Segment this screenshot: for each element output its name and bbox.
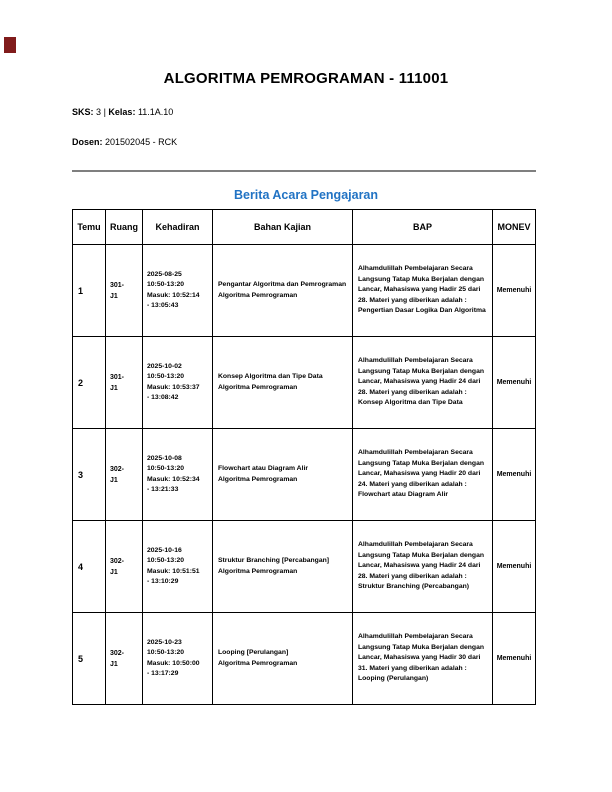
sks-label: SKS:: [72, 107, 94, 117]
section-title: Berita Acara Pengajaran: [233, 188, 379, 202]
bahan-kajian-cell: [213, 521, 353, 613]
kehadiran-schedule: 10:50-13:20: [147, 465, 185, 472]
bap-cell: Alhamdulillah Pembelajaran Secara Langsung Tatap Muka Berjalan dengan Lancar, Mahasiswa yang Hadir 24 dari 28. Materi yang diberikan adalah : Struktur Branching (Percabangan): [353, 521, 493, 613]
header-bahan-kajian: Bahan Kajian: [213, 210, 353, 245]
bahan-kajian-topic: Struktur Branching [Percabangan]: [218, 557, 330, 564]
ruang-line: J1: [110, 384, 118, 392]
bahan-kajian-topic: Pengantar Algoritma dan Pemrograman: [218, 281, 347, 288]
ruang-cell: [106, 429, 143, 521]
ruang-line: 301-: [110, 281, 125, 289]
kehadiran-date: 2025-08-25: [147, 270, 182, 278]
page-marker-icon: [4, 37, 16, 53]
ruang-cell: [106, 337, 143, 429]
bahan-kajian-course: Algoritma Pemrograman: [218, 659, 298, 667]
kehadiran-cell: [143, 429, 213, 521]
bahan-kajian-course: Algoritma Pemrograman: [218, 475, 298, 483]
ruang-line: J1: [110, 476, 118, 484]
ruang-line: 301-: [110, 373, 125, 381]
table-row: [73, 429, 536, 521]
temu-cell: 1: [73, 245, 106, 337]
ruang-cell: [106, 521, 143, 613]
bahan-kajian-topic: Flowchart atau Diagram Alir: [218, 465, 309, 472]
table-row: [73, 245, 536, 337]
kehadiran-keluar: - 13:21:33: [147, 486, 179, 493]
table-row: [73, 613, 536, 705]
monev-cell: Memenuhi: [493, 613, 536, 705]
temu-cell: 2: [73, 337, 106, 429]
bahan-kajian-cell: [213, 245, 353, 337]
header-monev: MONEV: [493, 210, 536, 245]
kehadiran-schedule: 10:50-13:20: [147, 557, 185, 564]
course-meta-line: [72, 107, 173, 117]
kehadiran-schedule: 10:50-13:20: [147, 373, 185, 380]
ruang-line: J1: [110, 568, 118, 576]
ruang-line: J1: [110, 660, 118, 668]
kelas-value: 11.1A.10: [137, 107, 174, 117]
kehadiran-schedule: 10:50-13:20: [147, 281, 185, 288]
header-kehadiran: Kehadiran: [143, 210, 213, 245]
header-ruang: Ruang: [106, 210, 143, 245]
bahan-kajian-topic: Konsep Algoritma dan Tipe Data: [218, 373, 323, 380]
header-temu: Temu: [73, 210, 106, 245]
ruang-line: 302-: [110, 557, 125, 565]
sks-value: 3: [96, 107, 102, 117]
kehadiran-schedule: 10:50-13:20: [147, 649, 185, 656]
kehadiran-date: 2025-10-02: [147, 362, 182, 370]
bahan-kajian-course: Algoritma Pemrograman: [218, 567, 298, 575]
table-header-row: [73, 210, 536, 245]
kehadiran-cell: [143, 521, 213, 613]
kehadiran-keluar: - 13:10:29: [147, 578, 179, 585]
temu-cell: 4: [73, 521, 106, 613]
bahan-kajian-course: Algoritma Pemrograman: [218, 383, 298, 391]
bap-cell: Alhamdulillah Pembelajaran Secara Langsung Tatap Muka Berjalan dengan Lancar, Mahasiswa yang Hadir 24 dari 28. Materi yang diberikan adalah : Konsep Algoritma dan Tipe Data: [353, 337, 493, 429]
bahan-kajian-cell: [213, 613, 353, 705]
ruang-line: 302-: [110, 649, 125, 657]
page-title: ALGORITMA PEMROGRAMAN - 111001: [163, 70, 449, 87]
bap-cell: Alhamdulillah Pembelajaran Secara Langsung Tatap Muka Berjalan dengan Lancar, Mahasiswa yang Hadir 20 dari 24. Materi yang diberikan adalah : Flowchart atau Diagram Alir: [353, 429, 493, 521]
header-bap: BAP: [353, 210, 493, 245]
bahan-kajian-cell: [213, 429, 353, 521]
kehadiran-masuk: Masuk: 10:52:34: [147, 475, 200, 483]
kehadiran-cell: [143, 337, 213, 429]
kehadiran-masuk: Masuk: 10:53:37: [147, 383, 200, 391]
kehadiran-keluar: - 13:17:29: [147, 670, 179, 677]
kehadiran-keluar: - 13:08:42: [147, 394, 179, 401]
monev-cell: Memenuhi: [493, 429, 536, 521]
berita-acara-table: [72, 209, 536, 705]
bahan-kajian-cell: [213, 337, 353, 429]
ruang-cell: [106, 245, 143, 337]
temu-cell: 5: [73, 613, 106, 705]
kehadiran-masuk: Masuk: 10:51:51: [147, 567, 200, 575]
kehadiran-date: 2025-10-08: [147, 454, 182, 462]
table-row: [73, 337, 536, 429]
monev-cell: Memenuhi: [493, 245, 536, 337]
monev-cell: Memenuhi: [493, 337, 536, 429]
bahan-kajian-topic: Looping [Perulangan]: [218, 649, 289, 656]
kehadiran-cell: [143, 613, 213, 705]
horizontal-divider: [72, 170, 536, 172]
bahan-kajian-course: Algoritma Pemrograman: [218, 291, 298, 299]
table-row: [73, 521, 536, 613]
ruang-cell: [106, 613, 143, 705]
kehadiran-masuk: Masuk: 10:50:00: [147, 659, 200, 667]
kehadiran-date: 2025-10-16: [147, 546, 182, 554]
ruang-line: 302-: [110, 465, 125, 473]
kehadiran-date: 2025-10-23: [147, 638, 182, 646]
kelas-label: Kelas:: [108, 107, 136, 117]
meta-separator: |: [103, 107, 106, 117]
dosen-value: 201502045 - RCK: [105, 137, 178, 147]
kehadiran-masuk: Masuk: 10:52:14: [147, 291, 200, 299]
dosen-meta-line: [72, 137, 177, 147]
ruang-line: J1: [110, 292, 118, 300]
dosen-label: Dosen:: [72, 137, 103, 147]
temu-cell: 3: [73, 429, 106, 521]
kehadiran-keluar: - 13:05:43: [147, 302, 179, 309]
kehadiran-cell: [143, 245, 213, 337]
bap-cell: Alhamdulillah Pembelajaran Secara Langsung Tatap Muka Berjalan dengan Lancar, Mahasiswa yang Hadir 30 dari 31. Materi yang diberikan adalah : Looping (Perulangan): [353, 613, 493, 705]
monev-cell: Memenuhi: [493, 521, 536, 613]
bap-cell: Alhamdulillah Pembelajaran Secara Langsung Tatap Muka Berjalan dengan Lancar, Mahasiswa yang Hadir 25 dari 28. Materi yang diberikan adalah : Pengertian Dasar Logika Dan Algoritma: [353, 245, 493, 337]
